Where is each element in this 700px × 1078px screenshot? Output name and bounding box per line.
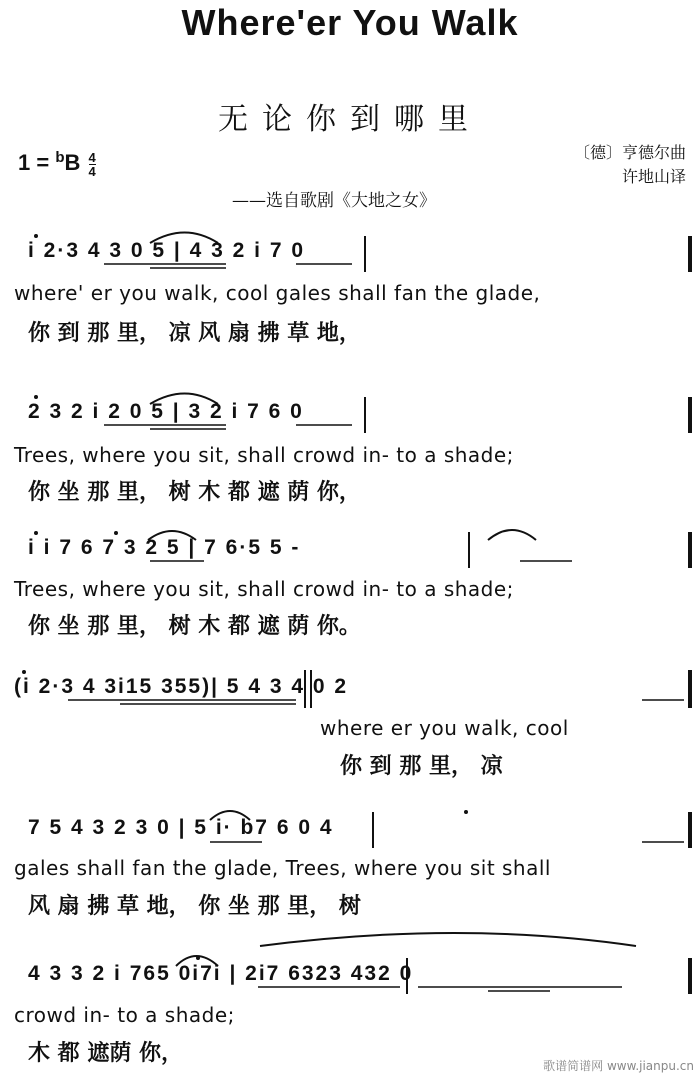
slur: [488, 530, 536, 540]
lyrics-cn-row-2: 你 坐 那 里， 树 木 都 遮 荫 你，: [28, 479, 361, 505]
time-signature-top: 4: [88, 149, 96, 165]
lyrics-en-row-6: crowd in- to a shade;: [14, 1003, 235, 1027]
notes-row-1: i 2·3 4 3 0 5 | 4 3 2 i 7 0: [28, 239, 306, 262]
song-title-english: Where'er You Walk: [181, 2, 519, 43]
lyrics-cn-row-3: 你 坐 那 里， 树 木 都 遮 荫 你。: [28, 613, 361, 639]
notes-row-5: 7 5 4 3 2 3 0 | 5 i· b7 6 0 4: [28, 816, 334, 839]
notes-row-4: (i 2·3 4 3i15 355)| 5 4 3 4 0 2: [14, 675, 349, 698]
lyrics-en-row-3: Trees, where you sit, shall crowd in- to a shade;: [14, 577, 514, 601]
notes-row-6: 4 3 3 2 i 765 0i7i | 2i7 6323 432 0: [28, 962, 414, 985]
lyrics-cn-row-1: 你 到 那 里， 凉 风 扇 拂 草 地，: [28, 320, 361, 346]
notes-row-3: i i 7 6 7 3 2 5 | 7 6·5 5 -: [28, 536, 301, 559]
slur: [150, 394, 218, 405]
octave-dot: [22, 670, 26, 674]
octave-dot: [464, 810, 468, 814]
translator-credit: 许地山译: [621, 167, 686, 186]
key-note: B: [64, 150, 81, 175]
octave-dot: [114, 531, 118, 535]
notes-row-2: 2 3 2 i 2 0 5 | 3 2 i 7 6 0: [28, 400, 304, 423]
lyrics-cn-row-6: 木 都 遮荫 你，: [28, 1040, 183, 1066]
watermark: 歌谱简谱网 www.jianpu.cn: [543, 1059, 694, 1073]
lyrics-cn-row-5: 风 扇 拂 草 地， 你 坐 那 里， 树: [28, 893, 361, 919]
slur: [148, 531, 196, 540]
octave-dot: [34, 531, 38, 535]
slur: [150, 233, 218, 244]
lyrics-en-row-5: gales shall fan the glade, Trees, where you sit shall: [14, 856, 551, 880]
lyrics-en-row-4: where er you walk, cool: [320, 716, 569, 740]
flat-sign: b: [55, 149, 65, 166]
lyrics-en-row-1: where' er you walk, cool gales shall fan the glade,: [14, 281, 541, 305]
octave-dot: [196, 956, 200, 960]
time-signature-bottom: 4: [88, 163, 96, 179]
octave-dot: [34, 234, 38, 238]
song-title-chinese: 无论你到哪里: [218, 102, 482, 137]
lyrics-cn-row-4: 你 到 那 里， 凉: [340, 753, 503, 779]
composer-credit: 〔德〕亨德尔曲: [573, 143, 686, 162]
opera-source: ——选自歌剧《大地之女》: [232, 191, 436, 211]
slur: [260, 933, 636, 946]
key-prefix: 1 =: [18, 150, 56, 175]
lyrics-en-row-2: Trees, where you sit, shall crowd in- to a shade;: [14, 443, 514, 467]
slur: [210, 811, 250, 820]
octave-dot: [34, 395, 38, 399]
